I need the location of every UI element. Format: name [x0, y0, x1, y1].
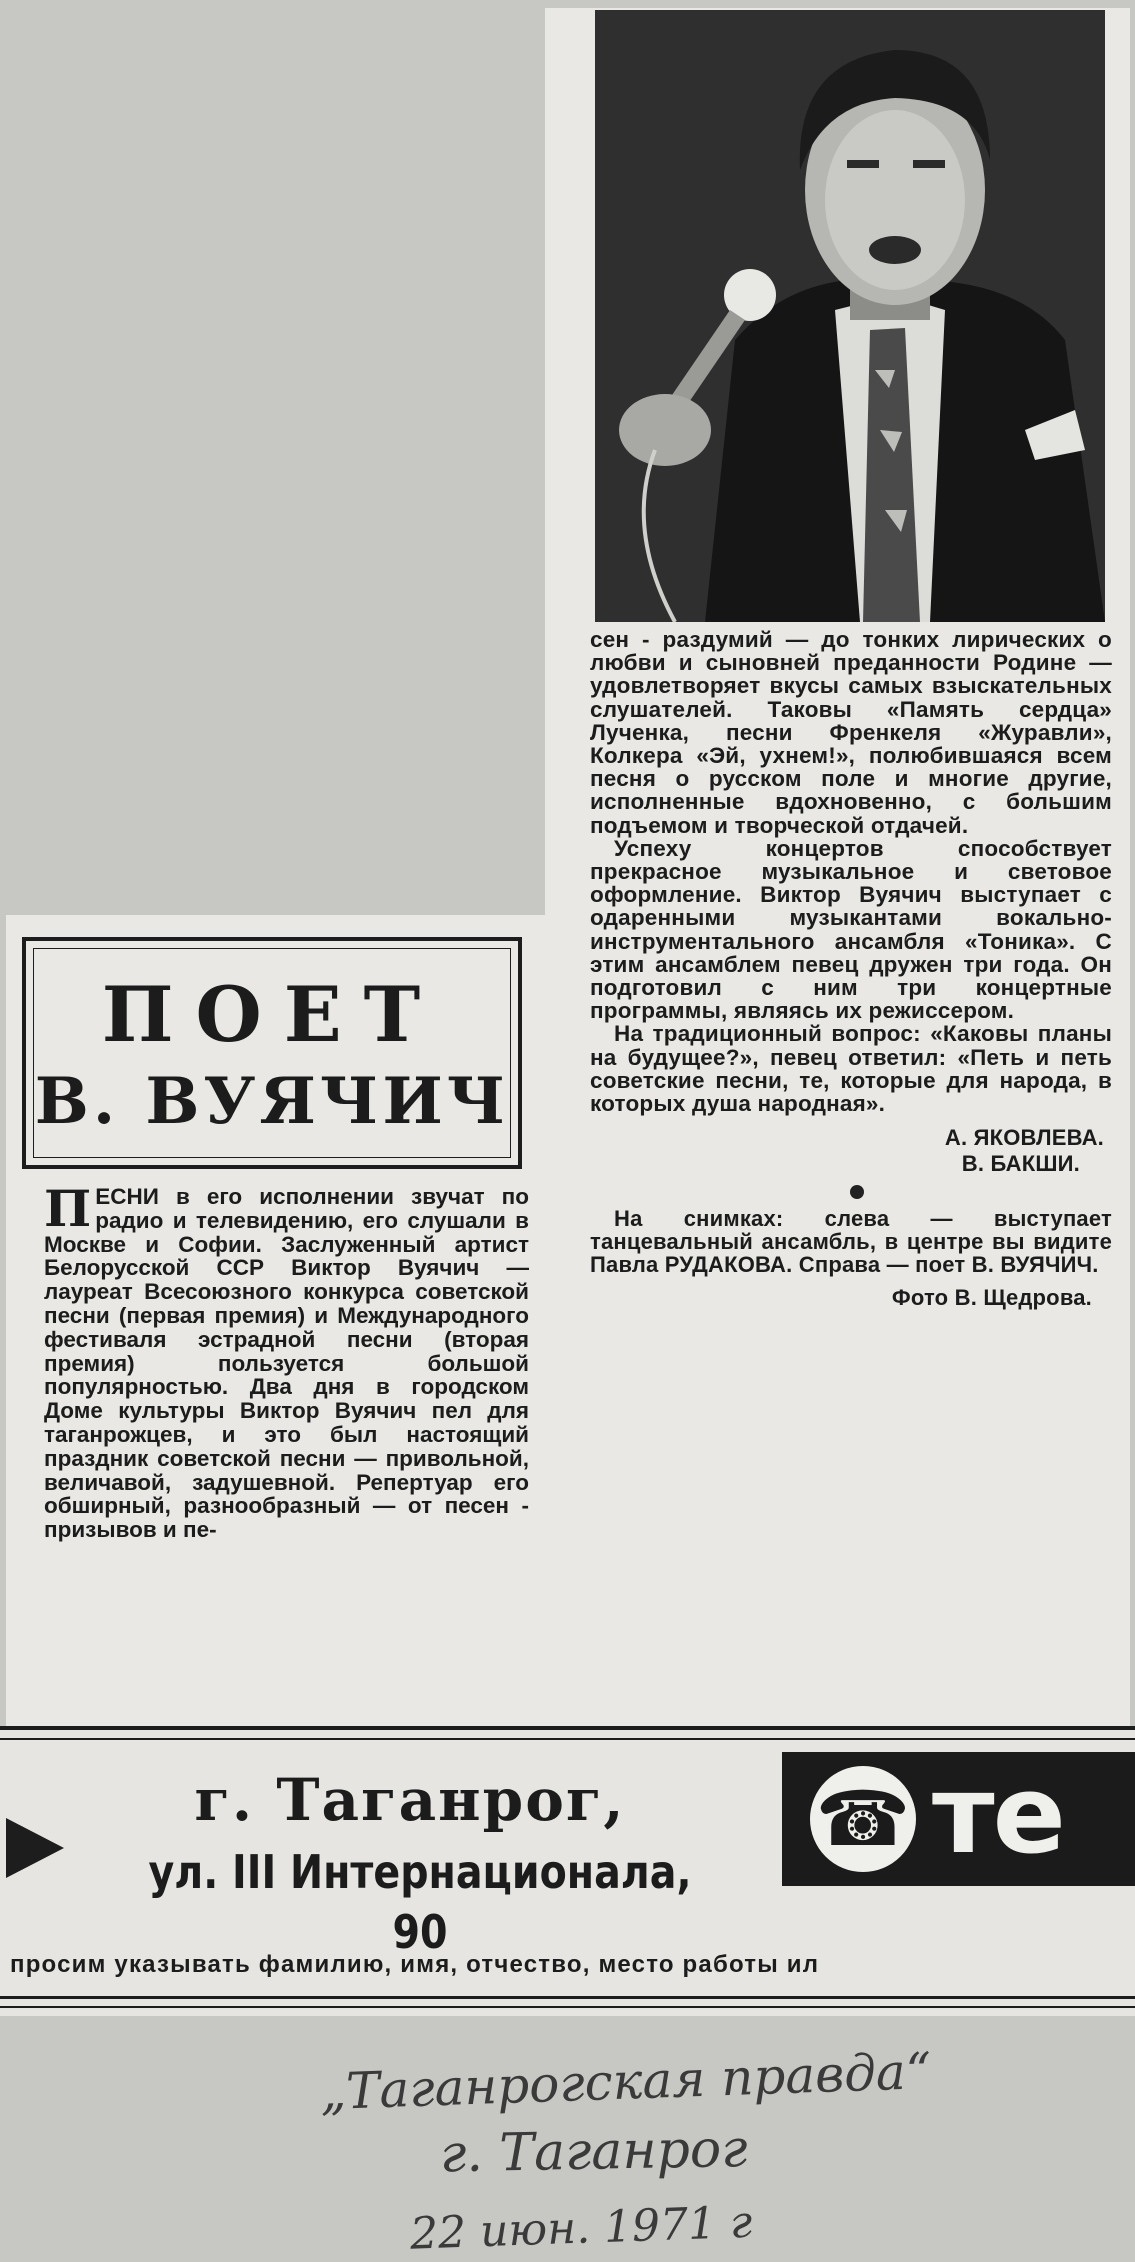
ad-rule-bottom — [0, 1996, 1135, 1999]
headline-frame — [22, 937, 522, 1169]
ad-street: ул. III Интернационала, 90 — [148, 1845, 692, 1959]
ad-phone-word: те — [932, 1753, 1064, 1878]
handwritten-date: 22 июн. 1971 г — [409, 2196, 754, 2260]
photo-caption: На снимках: слева — выступает танцевальный ансамбль, в центре вы видите Павла РУДАКОВА. Справа — поет В. ВУЯЧИЧ. — [590, 1206, 1112, 1278]
ad-note: просим указывать фамилию, имя, отчество, место работы ил — [10, 1951, 820, 1978]
author-2: В. БАКШИ. — [961, 1151, 1080, 1177]
phone-circle — [810, 1766, 916, 1872]
ad-rule-top-thin — [0, 1738, 1135, 1740]
photo-credit: Фото В. Щедрова. — [891, 1285, 1092, 1311]
ad-city: г. Таганрог, — [194, 1766, 626, 1834]
separator-dot-icon — [850, 1185, 864, 1199]
headline-title: ПОЕТ — [101, 970, 443, 1059]
ad-rule-top — [0, 1726, 1135, 1730]
headline-inner-frame — [33, 948, 511, 1158]
left-body-text: ЕСНИ в его исполнении звучат по радио и телевидению, его слушали в Москве и Софии. Заслуженный артист Белорусской ССР Виктор Вуячич — лауреат Всесоюзного конкурса советской песни (первая премия) и Международного фестиваля эстрадной песни (вторая премия) пользуется большой популярностью. Два дня в городском Доме культуры Виктор Вуячич пел для таганрожцев, и это был настоящий праздник советской песни — привольной, величавой, задушевной. Репертуар его обширный, разнообразный — от песен - призывов и пе- — [44, 1184, 529, 1543]
headline-name: В. ВУЯЧИЧ — [34, 1064, 510, 1139]
telephone-icon: ☎ — [815, 1774, 911, 1863]
article-photo — [595, 10, 1105, 622]
arrow-right-icon — [6, 1818, 64, 1878]
article-left-text — [44, 1179, 529, 1543]
handwritten-newspaper-name: „Таганрогская правда“ — [319, 2041, 933, 2122]
right-paragraph-3: На традиционный вопрос: «Каковы планы на будущее?», певец ответил: «Петь и петь советские песни, те, которые для народа, в которых душа народная». — [590, 1021, 1112, 1117]
singer-photo-illustration — [595, 10, 1105, 622]
ad-phone-block — [782, 1752, 1135, 1886]
dropcap-letter: П — [44, 1179, 92, 1238]
article-right-text — [590, 628, 1112, 1309]
right-paragraph-1: сен - раздумий — до тонких лирических о любви и сыновней преданности Родине — удовлетворяет вкусы самых взыскательных слушателей. Таковы «Память сердца» Лученка, песни Френкеля «Журавли», Колкера «Эй, ухнем!», полюбившаяся всем песня о русском поле и многие другие, исполненные вдохновенно, с большим подъемом и творческой отдачей. — [590, 627, 1112, 838]
author-1: А. ЯКОВЛЕВА. — [944, 1125, 1104, 1151]
ad-rule-bottom-thin — [0, 2006, 1135, 2008]
handwritten-city: г. Таганрог — [439, 2119, 748, 2185]
right-paragraph-2: Успеху концертов способствует прекрасное музыкальное и световое оформление. Виктор Вуячич выступает с одаренными музыкантами вокально-инструментального ансамбля «Тоника». С этим ансамблем певец дружен три года. Он подготовил с ним три концертные программы, являясь их режиссером. — [590, 835, 1112, 1024]
authors — [590, 1125, 1112, 1177]
